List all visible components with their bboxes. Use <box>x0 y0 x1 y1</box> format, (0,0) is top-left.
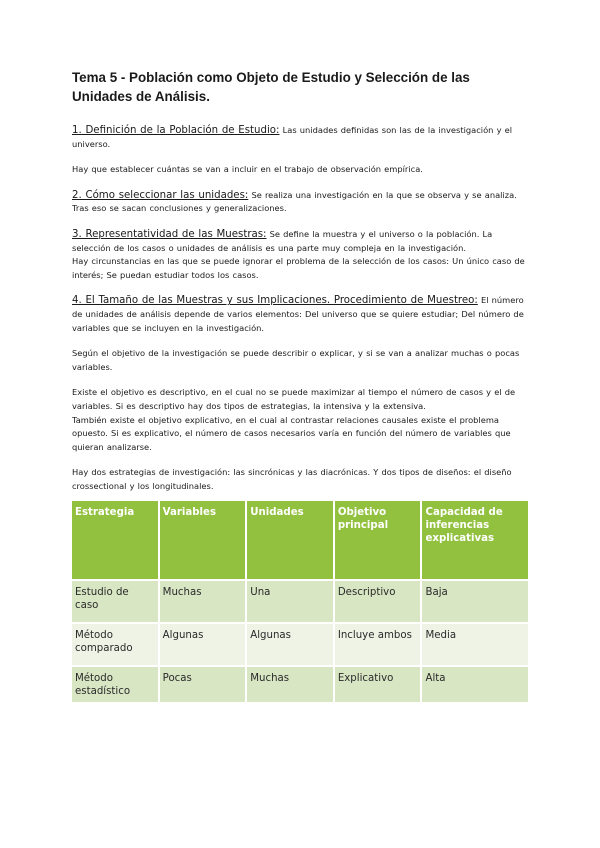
section-1-paragraph <box>72 124 528 151</box>
document-title: Tema 5 - Población como Objeto de Estudio y Selección de las Unidades de Análisis. <box>72 70 470 104</box>
section-1-heading: 1. Definición de la Población de Estudio: <box>72 125 280 136</box>
document-page <box>72 68 528 704</box>
section-2-text: Se realiza una investigación en la que se observa y se analiza. Tras eso se sacan conclusiones y generalizaciones. <box>72 189 517 214</box>
table-cell: Baja <box>422 581 528 622</box>
section-4-block-a: Existe el objetivo es descriptivo, en el cual no se puede maximizar al tiempo el número de casos y el de variables. Si es descriptivo hay dos tipos de estrategias, la intensiva y la extensiva. <box>72 387 516 411</box>
table-row <box>72 667 528 702</box>
table-cell: Media <box>422 624 528 665</box>
section-4-paragraph <box>72 294 528 335</box>
table-header-cell: Capacidad de inferencias explicativas <box>422 501 528 579</box>
section-4-block-b: También existe el objetivo explicativo, en el cual al contrastar relaciones causales existe el problema opuesto. Si es explicativo, el número de casos necesarios varía en función del número de variables que quieran analizarse. <box>72 414 511 452</box>
section-3-heading: 3. Representatividad de las Muestras: <box>72 228 267 240</box>
table-row <box>72 624 528 665</box>
table-cell: Una <box>247 581 333 622</box>
section-4-heading: 4. El Tamaño de las Muestras y sus Implicaciones. Procedimiento de Muestreo: <box>72 295 478 307</box>
table-cell: Muchas <box>160 581 246 622</box>
section-1-extra: Hay que establecer cuántas se van a incluir en el trabajo de observación empírica. <box>72 164 423 175</box>
section-2-heading: 2. Cómo seleccionar las unidades: <box>72 189 249 201</box>
table-cell: Descriptivo <box>335 581 421 622</box>
strategy-table <box>70 499 530 704</box>
table-cell: Estudio de caso <box>72 581 158 622</box>
section-4-text: El número de unidades de análisis depende de varios elementos: Del universo que se quiere estudiar; Del número de variables que se incluyen en la investigación. <box>72 295 524 333</box>
table-header-cell: Objetivo principal <box>335 501 421 579</box>
table-cell: Incluye ambos <box>335 624 421 665</box>
table-cell: Muchas <box>247 667 333 702</box>
table-header-cell: Variables <box>160 501 246 579</box>
section-4-extra: Según el objetivo de la investigación se puede describir o explicar, y si se van a analizar muchas o pocas variables. <box>72 348 520 372</box>
table-cell: Explicativo <box>335 667 421 702</box>
section-3-line2: Hay circunstancias en las que se puede ignorar el problema de la selección de los casos: Un único caso de interés; Se puedan estudiar todos los casos. <box>72 256 525 280</box>
table-header-row <box>72 501 528 579</box>
section-2-paragraph <box>72 189 528 216</box>
table-cell: Algunas <box>160 624 246 665</box>
table-cell: Alta <box>422 667 528 702</box>
table-cell: Algunas <box>247 624 333 665</box>
table-cell: Método comparado <box>72 624 158 665</box>
table-cell: Método estadístico <box>72 667 158 702</box>
section-3-text: Se define la muestra y el universo o la población. La selección de los casos o unidades de análisis es una parte muy compleja en la investigación. <box>72 228 493 253</box>
table-header-cell: Estrategia <box>72 501 158 579</box>
section-1-text: Las unidades definidas son las de la investigación y el universo. <box>72 125 513 149</box>
section-3-paragraph <box>72 228 528 255</box>
table-cell: Pocas <box>160 667 246 702</box>
table-header-cell: Unidades <box>247 501 333 579</box>
table-row <box>72 581 528 622</box>
section-4-closing: Hay dos estrategias de investigación: las sincrónicas y las diacrónicas. Y dos tipos de diseños: el diseño crossectional y los longitudinales. <box>72 467 512 491</box>
